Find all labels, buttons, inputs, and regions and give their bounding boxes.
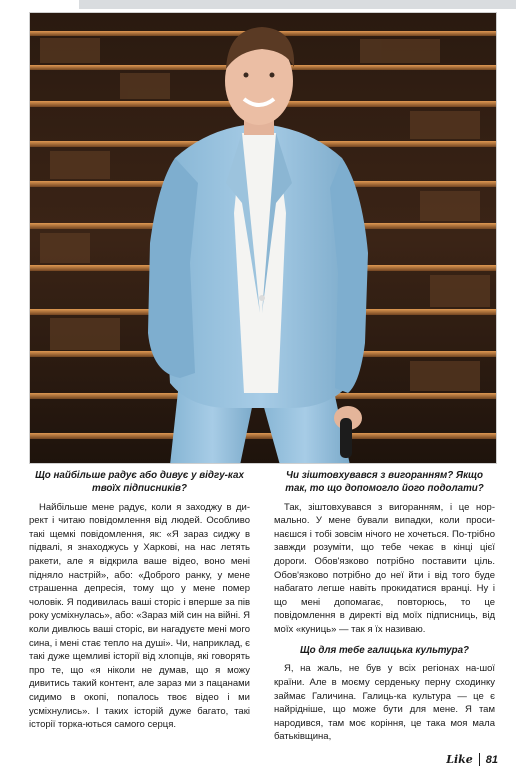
answer-paragraph: Найбільше мене радує, коли я заходжу в ди-рект і читаю повідомлення від людей. Особливо такі щемкі повідомлення, як: «Я зараз сиджу в підвалі, я знаходжусь у Харкові, на нас летять ракети, але я відкрила ваше відео, воно мені підняло настрій», або: «Доброго ранку, у мене страшенна депресія, тому що у мене помер чоловік. Я подивилась ваші сторіс і вперше за пів року усміхнулась», або: «Зараз мій син на війні. Я коли дивлюсь ваші сторіс, ви нагадуєте мені мого сина, і мені стає тепло на душі». Чи, наприклад, є такі дуже щемливі історії від хлопців, які говорять про те, що «я ніколи не думав, що я можу дивитись такий контент, але зараз ми з пацанами сидимо в окопі, попалось твоє відео і ми усміхнулись». І таких історій дуже багато, такі історії торка-ються самого серця. (29, 501, 250, 731)
left-column (29, 470, 250, 732)
question-heading-culture: Що для тебе галицька культура? (299, 644, 470, 656)
magazine-brand: Like (446, 753, 473, 766)
footer-divider (479, 753, 480, 766)
right-column (274, 470, 495, 744)
top-tab-bar (79, 0, 516, 9)
portrait-photo (29, 12, 497, 464)
page-footer (446, 753, 498, 766)
question-heading-burnout: Чи зіштовхувався з вигоранням? Якщо так, то що допомогло його подолати? (285, 470, 484, 494)
answer-paragraph-culture: Я, на жаль, не був у всіх регіонах на-шої країни. Але в моєму серденьку перну сходинку займає Галичина. Галиць-ка культура — це є найрідніше, що може бути для мене. Я там народився, там моє коріння, це така моя мала батьківщина, (274, 663, 495, 743)
answer-paragraph-burnout: Так, зіштовхувався з вигоранням, і це нор-мально. У мене бували випадки, коли проси-наєшся і тобі зовсім нічого не хочеться. По-трібно завжди розуміти, що тебе чекає в кінці цієї дороги. Обов'язково потрібно поставити ціль. Обов'язково потрібно до неї йти і від того буде набагато легше навіть прокидатися вранці. Ну і що мені допомагає, повторюсь, то це повідомлення в директі від моїх підписниць, від моїх «куниць» — так я їх називаю. (274, 501, 495, 635)
page-number: 81 (485, 753, 498, 766)
question-heading: Що найбільше радує або дивує у відгу-ках твоїх підписників? (35, 470, 244, 494)
